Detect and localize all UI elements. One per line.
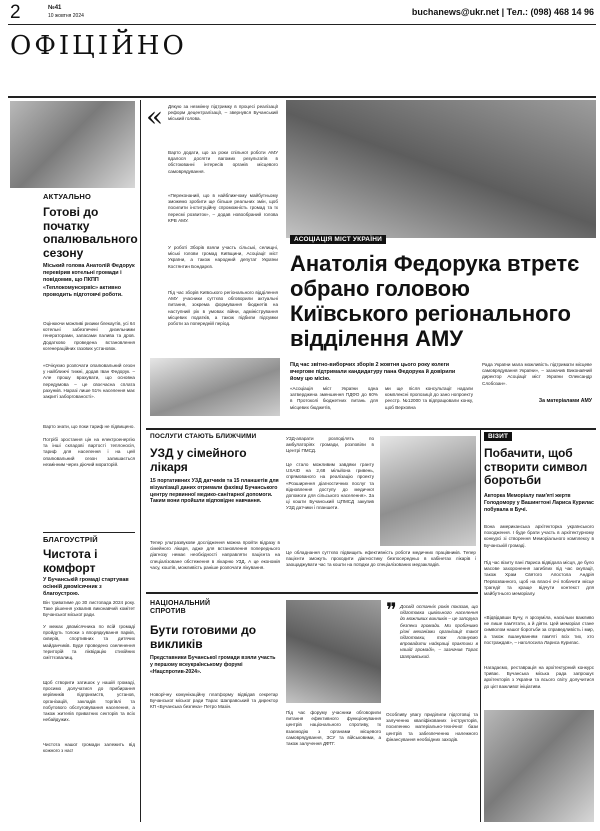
issue-number: №41	[48, 5, 62, 11]
forum-title: Бути готовими до викликів	[150, 623, 257, 651]
forum-c2: Під час форуму учасники обговорили питання ефективного функціонування центрів національного спротиву, їх взаємодію з органами місцевого самоврядування, ЗСУ та військовими, а також залучення ДФТГ.	[286, 710, 381, 747]
uzd-c2: УЗД-апарати розподілять по амбулаторіях громади, розповіли в Центрі ПМСД.	[286, 436, 374, 454]
article1-p1: Оцінюючи можливі ризики блекаутів, усі 64 котельні забезпечені дизельними генераторами, запасами палива та дров. Додатково проведена встановлення когенераційних газових установок.	[43, 321, 135, 351]
article2-p4: Чистота нашої громади залежить від кожного з нас!	[43, 742, 135, 754]
tag-natsprotyv: НАЦІОНАЛЬНИЙ СПРОТИВ	[150, 600, 211, 615]
visit-p4: Нагадаємо, реставрація на архітектурний конкурс триває. Бучанська міська рада запрошує архітекторів з України та всього світу долучитися до цієї важливої ініціативи.	[484, 665, 594, 689]
uzd-c4: Це обладнання суттєво підвищить ефективність роботи медичних працівників. Тепер пацієнти зможуть проходити діагностику безпосередньо в кабінетах лікарів і заощаджувати час та кошти на поїздки до спеціалізованих медзакладів.	[286, 550, 476, 568]
uzd-photo	[380, 436, 476, 546]
page-number: 2	[10, 2, 21, 23]
amu-col1-p4: У роботі Зборів взяли участь сільські, селищні, міські голови громад Київщини, Асоціації міст України, а також народний депутат України Костянтин Бондарєв.	[168, 245, 278, 269]
quote-mark: «	[146, 100, 164, 133]
tag-vizyt: ВІЗИТ	[484, 432, 512, 441]
visit-photo	[484, 710, 594, 822]
article2-p1: Він триватиме до 30 листопада 2024 року. Таке рішення ухвалив виконавчий комітет Бучанської міської ради.	[43, 600, 135, 618]
forum-c3: Особливу увагу приділили підготовці та залученню кваліфікованих інструкторів, посиленню матеріально-технічної бази центрів та забезпеченню належного фінансування необхідних заходів.	[386, 712, 478, 742]
forum-c1: Новорічну комунікаційну платформу відвідав секретар Бучанської міської ради Тарас Шаправський та директор КП «Бучанська безпека» Петро Мазін.	[150, 692, 278, 710]
forum-quote-mark: ❞	[386, 600, 397, 622]
amu-lead: Під час звітно-виборчих зборів 2 жовтня цього року колеги вчергове підтримали кандидатуру пана Федорука й довірили йому цю місію.	[290, 362, 456, 382]
article1-title: Готові до початку опалювального сезону	[43, 205, 138, 260]
tag-blagoustriy: БЛАГОУСТРІЙ	[43, 535, 98, 544]
visit-p2: Під час візиту пані Лариса відвідала місця, де було масове захоронення загиблих під час окупації, також Храм Святого Апостола Андрія Первозванного, щоб на власні очі побачити місце трагедії та краще відчути контекст для майбутнього меморіалу.	[484, 560, 594, 597]
amu-b1: «Асоціація міст України одна затверджена зменшення ПДФО до 60% в Протоколі бюджетних питань для місцевих бюджетів,	[290, 386, 378, 410]
visit-lead: Авторка Меморіалу пам'яті жертв Голодомору у Вашингтоні Лариса Курилас побувала в Бучі.	[484, 493, 594, 513]
forum-photo	[286, 600, 381, 703]
amu-main-photo	[286, 100, 596, 238]
uzd-title: УЗД у сімейного лікаря	[150, 446, 247, 474]
amu-col1-p3: «Переконаний, що в найближчому майбутньому зможемо зробити ще більше реальних змін, щоб посилити інституційну спроможність громад та їх пересмі розвиток», – додав новообраний голова КРВ АМУ.	[168, 193, 278, 223]
forum-lead: Представники Бучанської громади взяли участь у першому всеукраїнському форумі «Нацспротив-2024».	[150, 655, 276, 675]
uzd-lead: 15 портативних УЗД датчиків та 15 планшетів для візуалізації даних отримали фахівці Бучанського центру первинної медико-санітарної допомоги. Таким вони пройшли відповідне навчання.	[150, 478, 279, 505]
amu-small-photo	[150, 358, 280, 416]
article1-p3: Варто знати, що поки тариф не підвищено.	[43, 424, 135, 429]
article2-lead: У Бучанській громаді стартував осінній двомісячник з благоустрою.	[43, 577, 129, 598]
amu-col1-p2: Варто додати, що за роки спільної роботи АМУ вдалося досягти вагомих результатів в обстоюванні інтересів органів місцевого самоврядування.	[168, 150, 278, 174]
visit-p3: «Відвідавши Бучу, я зрозуміла, наскільки важливо не лише пам'ятати, а й діяти. Цей меморіал стане символом нашої боротьби за справедливість і мир, а також вшануванням пам'яті всіх тих, хто постраждав», – наголосила Лариса Курилас.	[484, 615, 594, 645]
visit-title: Побачити, щоб створити символ боротьби	[484, 446, 588, 487]
tag-amu: АСОЦІАЦІЯ МІСТ УКРАЇНИ	[290, 235, 386, 244]
amu-col1-p5: Під час зборів Київського регіонального відділення АМУ учасники суттєво обговорили актуальні питання, зокрема формування бюджетів на наступний рік в умовах війни, адміністрування місцевих податків, а також підбили підсумки роботи за попередній період.	[168, 290, 278, 327]
amu-b2: ми ще після консультації надали комплексні пропозиції до зано нопроекту реєстр. №12000 та відпрацювали конку, щоб Верховна	[385, 386, 473, 410]
section-title: ОФІЦІЙНО	[10, 31, 187, 61]
uzd-c3: Це стало можливим завдяки гранту USAID на 2,68 мільйона гривень, спрямованого на реалізацію проекту «Розширення діагностичних послуг та відновлення доступу до медичної допомоги для сільського населення». За ці кошти Бучанський ЦПМСД закупив УЗД датчики і планшети.	[286, 462, 374, 511]
forum-quote: Досвід останніх років показав, що підготовка цивільного населення до можливих викликів – це запорука безпеки громади. Ми пробачимо різні механізми організації такої підготовки, тож плануємо впровадити найкращі практики в нашій громаді», – зазначив Тарас Шаправський.	[400, 604, 478, 659]
uzd-c1: Тепер ультразвукове дослідження можна пройти відразу в сімейного лікаря, адже для встановлення попереднього діагнозу немає необхідності направляти пацієнта на спеціалізоване обстеження в лікарню УЗД. А це економія часу, коштів, можливість раніше розпочати лікування.	[150, 540, 280, 570]
amu-source: За матеріалами АМУ	[538, 398, 592, 404]
article2-p2: У межах двомісячника по всій громаді пройдуть толоки з впорядкування парків, скверів, спортивних та дитячих майданчиків. Буде проведено озеленення територій та ліквідацію стихійних сміттєзвалищ.	[43, 624, 135, 661]
boiler-photo	[10, 101, 135, 188]
amu-b3: Рада України мала можливість підтримати місцеве самоврядування України», – зазначив Виконавчий директор Асоціації міст України Олександр Слобозан».	[482, 362, 592, 386]
tag-poslugy: ПОСЛУГИ СТАЮТЬ БЛИЖЧИМИ	[150, 433, 257, 440]
article1-p4: Потрібі зростання цін на електроенергію та інші складові вартості теплоносія, тариф для населення і на цей опалювальний сезон залишається незмінним через діючий мораторій.	[43, 437, 135, 467]
article1-p2: «Очікуємо розпочати опалювальний сезон у найближчі тижні, додав Іван Федорук. – Але прошу врахувати, що основна передумова – це своєчасна сплата рахунків. Наразі лише 51% населення має закриті заборгованості».	[43, 363, 135, 400]
article2-p3: Щоб створити затишок у нашій громаді, просимо долучатися до прибирання керівників підприємств, установ, організацій, закладів торгівлі та побутового обслуговування населення, а також жителів приватних секторів та всіх небайдужих.	[43, 680, 135, 723]
amu-headline: Анатолія Федорука втретє обрано головою Київського регіонального відділення АМУ	[290, 251, 580, 351]
issue-date: 10 жовтня 2024	[48, 13, 84, 19]
visit-p1: Вона американська архітекторка українського походження. І буде брати участь в архітектурному конкурсі зі створення Меморіального комплексу в Бучанській громаді.	[484, 524, 594, 548]
contacts: buchanews@ukr.net | Тел.: (098) 468 14 96	[411, 7, 594, 17]
amu-col1-p1: Дякую за незмінну підтримку в процесі реалізації реформ децентралізації, – звернувся Бучанський міський голова.	[168, 104, 278, 122]
tag-aktualno: АКТУАЛЬНО	[43, 192, 92, 201]
article2-title: Чистота і комфорт	[43, 547, 98, 575]
article1-lead: Міський голова Анатолій Федорук перевірив котельні громади і повідомив, що ПКПП «Теплокомунсервіс» активно проводить підготовчі роботи.	[43, 263, 135, 298]
